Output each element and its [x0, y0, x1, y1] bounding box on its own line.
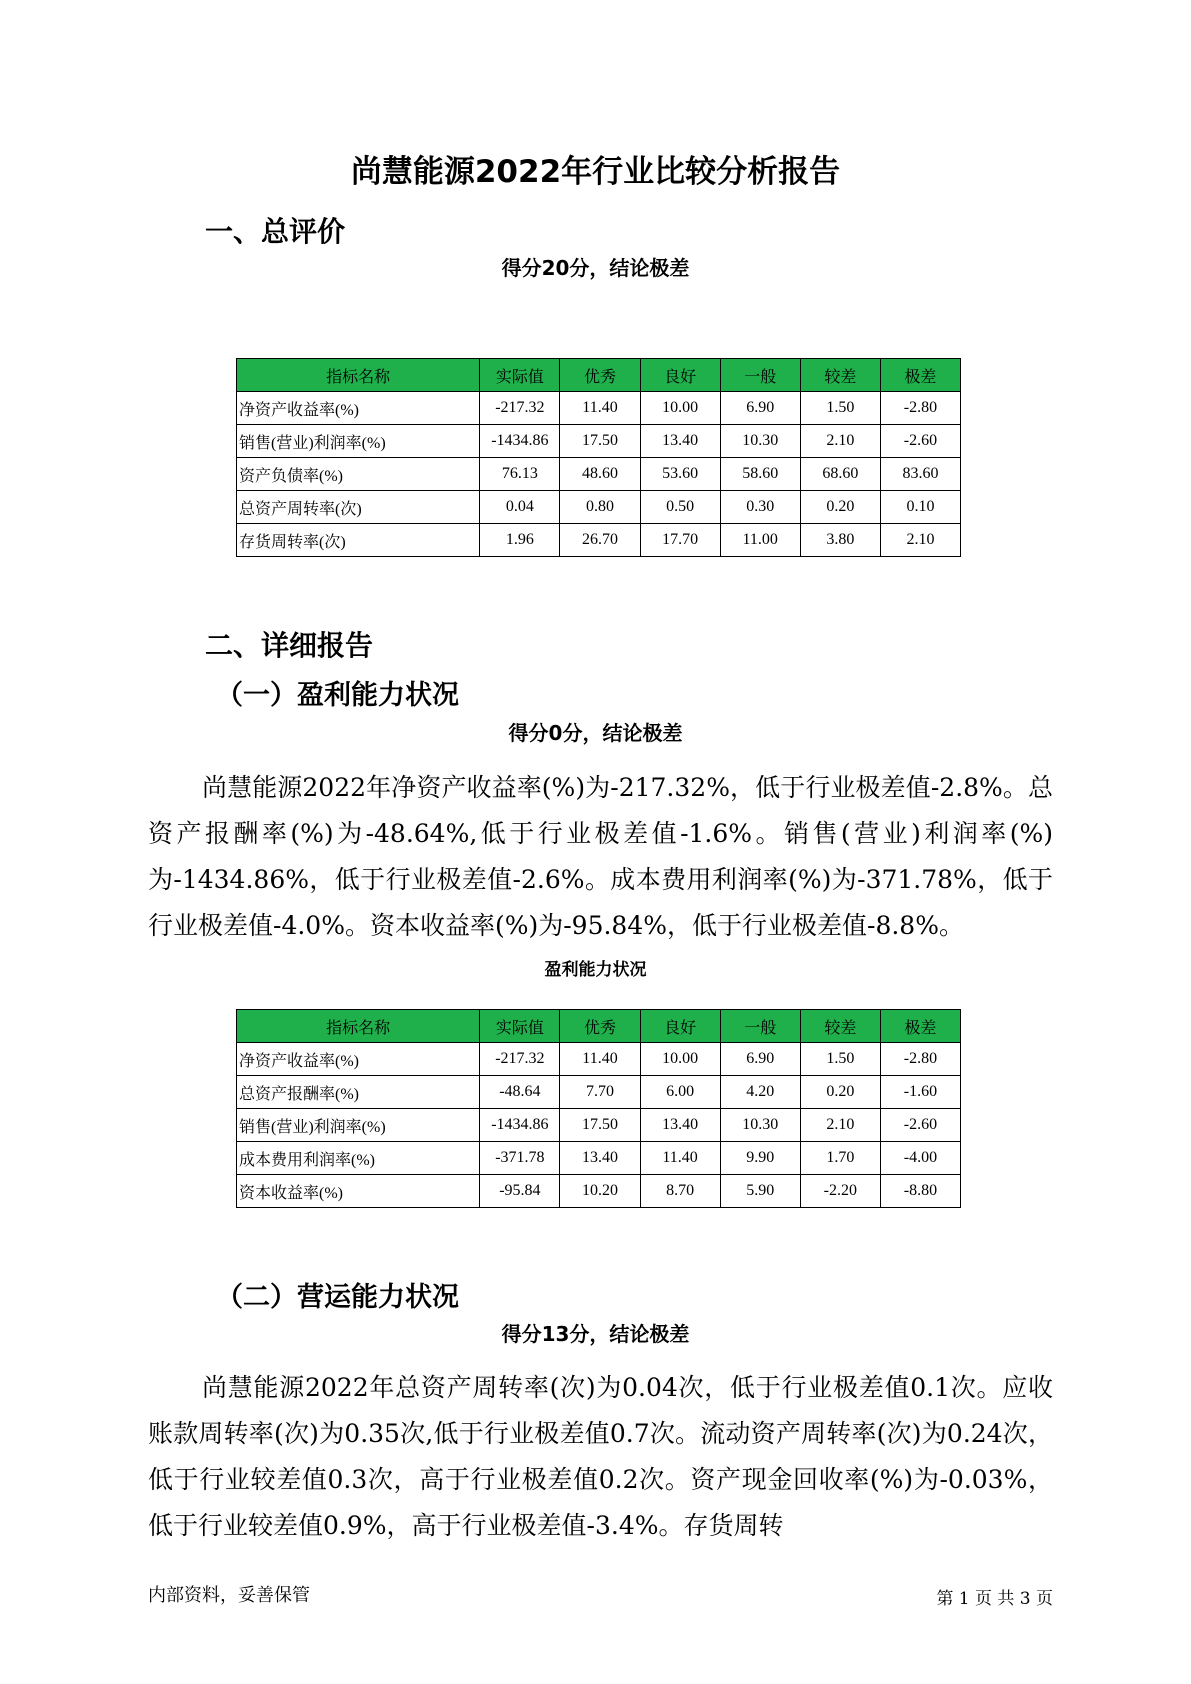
indicator-value-cell: 58.60 [720, 458, 800, 491]
indicator-value-cell: 48.60 [560, 458, 640, 491]
section2-heading: 二、详细报告 [205, 629, 374, 662]
table-header-cell: 良好 [640, 359, 720, 392]
indicator-value-cell: 1.50 [800, 392, 880, 425]
table-row [237, 458, 961, 491]
operating-heading: （二）营运能力状况 [216, 1282, 459, 1313]
summary-indicator-table [236, 358, 961, 557]
table-row [237, 1109, 961, 1142]
indicator-value-cell: -2.20 [800, 1175, 880, 1208]
indicator-value-cell: 11.00 [720, 524, 800, 557]
table-row [237, 491, 961, 524]
indicator-value-cell: 26.70 [560, 524, 640, 557]
indicator-value-cell: 11.40 [560, 392, 640, 425]
indicator-value-cell: 5.90 [720, 1175, 800, 1208]
indicator-value-cell: 7.70 [560, 1076, 640, 1109]
indicator-value-cell: 8.70 [640, 1175, 720, 1208]
indicator-value-cell: 2.10 [800, 425, 880, 458]
profitability-table-caption: 盈利能力状况 [544, 960, 647, 980]
indicator-value-cell: 9.90 [720, 1142, 800, 1175]
indicator-value-cell: -2.60 [880, 425, 960, 458]
table-header-cell: 一般 [720, 359, 800, 392]
indicator-name-cell: 净资产收益率(%) [237, 1043, 480, 1076]
indicator-value-cell: -48.64 [480, 1076, 560, 1109]
table-header-cell: 较差 [800, 1010, 880, 1043]
indicator-value-cell: 17.50 [560, 1109, 640, 1142]
table-header-cell: 指标名称 [237, 359, 480, 392]
indicator-value-cell: 1.50 [800, 1043, 880, 1076]
indicator-name-cell: 总资产周转率(次) [237, 491, 480, 524]
section1-score: 得分20分，结论极差 [501, 256, 690, 280]
indicator-value-cell: 10.30 [720, 425, 800, 458]
operating-score: 得分13分，结论极差 [501, 1322, 690, 1346]
footer-confidential-note: 内部资料，妥善保管 [148, 1585, 310, 1606]
table-row [237, 425, 961, 458]
profitability-heading: （一）盈利能力状况 [216, 680, 459, 711]
indicator-value-cell: -2.80 [880, 1043, 960, 1076]
indicator-name-cell: 存货周转率(次) [237, 524, 480, 557]
profitability-score: 得分0分，结论极差 [508, 721, 683, 745]
indicator-value-cell: 0.20 [800, 491, 880, 524]
table-row [237, 1043, 961, 1076]
table-header-cell: 良好 [640, 1010, 720, 1043]
operating-paragraph: 尚慧能源2022年总资产周转率(次)为0.04次，低于行业极差值0.1次。应收账款周转率(次)为0.35次,低于行业极差值0.7次。流动资产周转率(次)为0.24次，低于行业较差值0.3次，高于行业极差值0.2次。资产现金回收率(%)为-0.03%，低于行业较差值0.9%，高于行业极差值-3.4%。存货周转 [148, 1373, 1053, 1540]
report-title: 尚慧能源2022年行业比较分析报告 [350, 154, 841, 190]
indicator-value-cell: 13.40 [640, 1109, 720, 1142]
table-header-cell: 实际值 [480, 359, 560, 392]
indicator-value-cell: 4.20 [720, 1076, 800, 1109]
table-row [237, 392, 961, 425]
indicator-value-cell: -95.84 [480, 1175, 560, 1208]
table-header-cell: 一般 [720, 1010, 800, 1043]
table-row [237, 1175, 961, 1208]
indicator-value-cell: 0.50 [640, 491, 720, 524]
indicator-value-cell: 68.60 [800, 458, 880, 491]
indicator-value-cell: -8.80 [880, 1175, 960, 1208]
table-row [237, 1142, 961, 1175]
indicator-value-cell: 10.30 [720, 1109, 800, 1142]
indicator-value-cell: 83.60 [880, 458, 960, 491]
indicator-value-cell: 6.90 [720, 1043, 800, 1076]
indicator-value-cell: 10.00 [640, 1043, 720, 1076]
indicator-name-cell: 销售(营业)利润率(%) [237, 425, 480, 458]
indicator-name-cell: 销售(营业)利润率(%) [237, 1109, 480, 1142]
table-header-cell: 较差 [800, 359, 880, 392]
indicator-value-cell: -217.32 [480, 392, 560, 425]
indicator-value-cell: 10.00 [640, 392, 720, 425]
indicator-value-cell: 1.70 [800, 1142, 880, 1175]
indicator-value-cell: 13.40 [640, 425, 720, 458]
indicator-name-cell: 资产负债率(%) [237, 458, 480, 491]
indicator-value-cell: 10.20 [560, 1175, 640, 1208]
indicator-name-cell: 净资产收益率(%) [237, 392, 480, 425]
indicator-value-cell: 53.60 [640, 458, 720, 491]
table-header-cell: 优秀 [560, 1010, 640, 1043]
indicator-value-cell: 1.96 [480, 524, 560, 557]
indicator-value-cell: 6.90 [720, 392, 800, 425]
indicator-value-cell: 17.70 [640, 524, 720, 557]
indicator-value-cell: -1.60 [880, 1076, 960, 1109]
indicator-value-cell: 2.10 [880, 524, 960, 557]
indicator-value-cell: 0.80 [560, 491, 640, 524]
indicator-value-cell: 0.04 [480, 491, 560, 524]
indicator-name-cell: 资本收益率(%) [237, 1175, 480, 1208]
indicator-value-cell: -2.60 [880, 1109, 960, 1142]
table-header-cell: 优秀 [560, 359, 640, 392]
table-header-row [237, 1010, 961, 1043]
indicator-value-cell: 6.00 [640, 1076, 720, 1109]
indicator-value-cell: 0.10 [880, 491, 960, 524]
indicator-name-cell: 成本费用利润率(%) [237, 1142, 480, 1175]
profitability-indicator-table [236, 1009, 961, 1208]
indicator-value-cell: 0.30 [720, 491, 800, 524]
table-row [237, 524, 961, 557]
indicator-value-cell: -371.78 [480, 1142, 560, 1175]
indicator-value-cell: -1434.86 [480, 425, 560, 458]
indicator-value-cell: 11.40 [640, 1142, 720, 1175]
indicator-value-cell: -4.00 [880, 1142, 960, 1175]
table-header-cell: 极差 [880, 1010, 960, 1043]
table-header-cell: 极差 [880, 359, 960, 392]
footer-page-number: 第 1 页 共 3 页 [936, 1589, 1053, 1609]
indicator-value-cell: 3.80 [800, 524, 880, 557]
section1-heading: 一、总评价 [205, 215, 346, 248]
table-header-cell: 指标名称 [237, 1010, 480, 1043]
table-row [237, 1076, 961, 1109]
indicator-value-cell: 17.50 [560, 425, 640, 458]
indicator-value-cell: 2.10 [800, 1109, 880, 1142]
indicator-value-cell: -2.80 [880, 392, 960, 425]
indicator-value-cell: 0.20 [800, 1076, 880, 1109]
indicator-value-cell: -217.32 [480, 1043, 560, 1076]
indicator-value-cell: 76.13 [480, 458, 560, 491]
table-header-row [237, 359, 961, 392]
indicator-value-cell: 11.40 [560, 1043, 640, 1076]
indicator-value-cell: -1434.86 [480, 1109, 560, 1142]
indicator-name-cell: 总资产报酬率(%) [237, 1076, 480, 1109]
profitability-paragraph: 尚慧能源2022年净资产收益率(%)为-217.32%，低于行业极差值-2.8%。总资产报酬率(%)为-48.64%,低于行业极差值-1.6%。销售(营业)利润率(%)为-1434.86%，低于行业极差值-2.6%。成本费用利润率(%)为-371.78%，低于行业极差值-4.0%。资本收益率(%)为-95.84%，低于行业极差值-8.8%。 [148, 773, 1053, 940]
indicator-value-cell: 13.40 [560, 1142, 640, 1175]
table-header-cell: 实际值 [480, 1010, 560, 1043]
